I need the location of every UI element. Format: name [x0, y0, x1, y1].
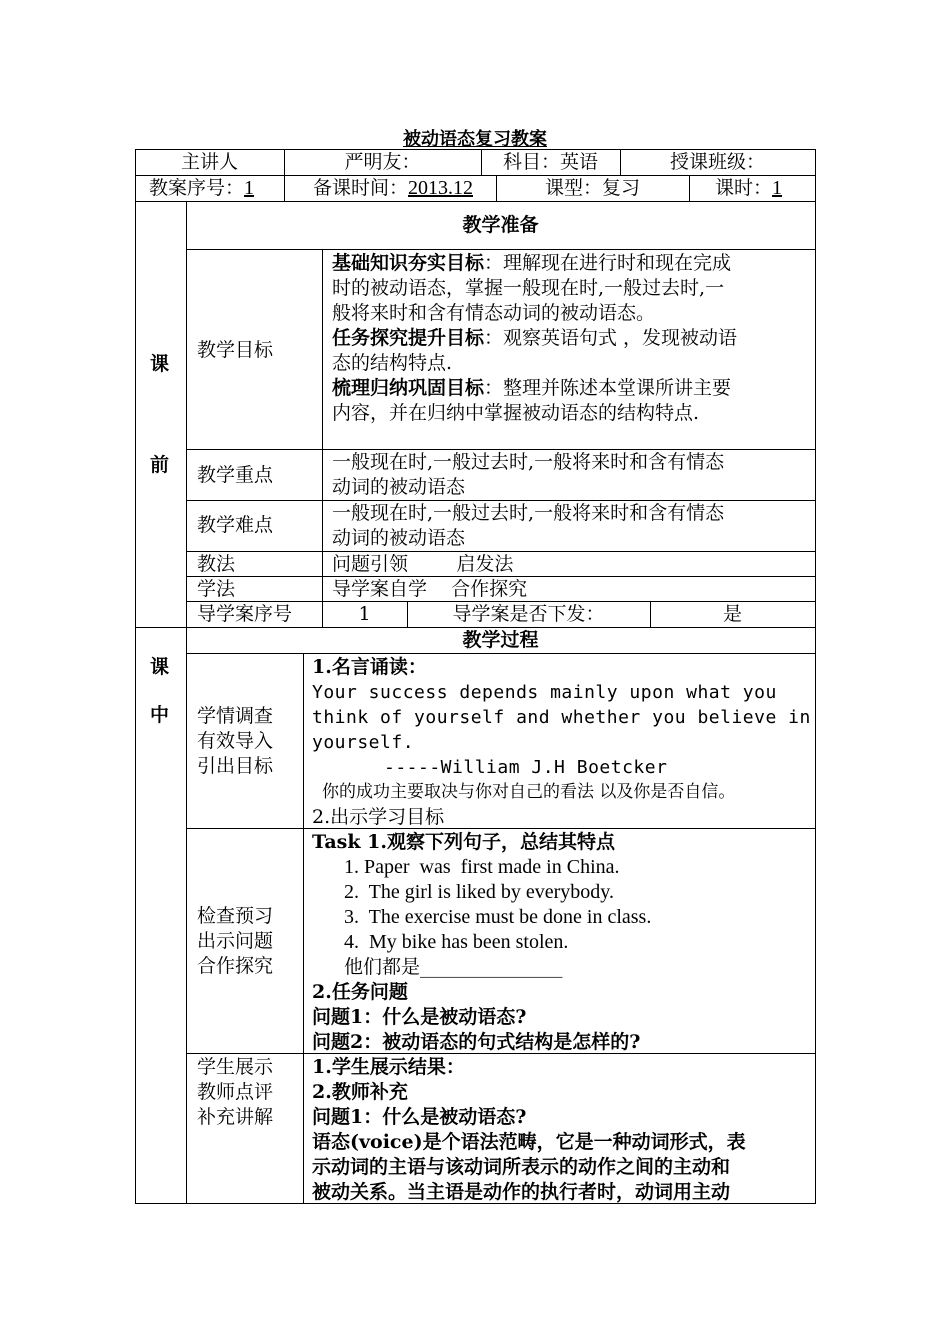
- motto-heading: 1.名言诵读：: [312, 656, 427, 678]
- difficulties-label: 教学难点: [197, 514, 274, 536]
- task-heading: Task 1.观察下列句子，总结其特点: [312, 831, 615, 853]
- row3-label: [197, 1055, 273, 1130]
- pre-class-side-label-2: 前: [150, 454, 170, 476]
- guide-issued-value: 是: [722, 603, 742, 625]
- rule: [186, 653, 816, 654]
- task-questions-heading: 2.任务问题: [312, 981, 408, 1003]
- guide-issued-label: 导学案是否下发：: [452, 603, 605, 625]
- lesson-type: 课型：复习: [544, 177, 640, 199]
- teacher-supplement: 2.教师补充: [312, 1081, 408, 1103]
- rule: [322, 249, 323, 627]
- goal1-line: 时的被动语态，掌握一般现在时,一般过去时,一: [332, 277, 725, 299]
- plan-number: [149, 176, 254, 201]
- key-points-line: 一般现在时,一般过去时,一般将来时和含有情态: [332, 451, 725, 473]
- quote-line: yourself.: [312, 732, 415, 753]
- question-1-repeat: 问题1：什么是被动语态?: [312, 1106, 527, 1128]
- show-goals-item: 2.出示学习目标: [312, 806, 445, 828]
- learning-method-label: 学法: [197, 578, 236, 600]
- rule: [186, 201, 187, 1204]
- row2-label-line: 检查预习: [197, 905, 274, 927]
- goals-content: [332, 251, 737, 426]
- goal2-heading: 任务探究提升目标: [332, 327, 485, 349]
- rule: [303, 653, 304, 1204]
- row3-label-line: 学生展示: [197, 1056, 274, 1078]
- goals-label: 教学目标: [197, 339, 274, 361]
- rule: [689, 175, 690, 201]
- goal1-line: 般将来时和含有情态动词的被动语态。: [332, 302, 656, 324]
- in-class-side-label-1: 课: [150, 656, 170, 678]
- row2-label: [197, 904, 273, 979]
- class-hours-label: 课时：: [715, 177, 773, 199]
- difficulties-line: 一般现在时,一般过去时,一般将来时和含有情态: [332, 502, 725, 524]
- row1-label-line: 引出目标: [197, 755, 274, 777]
- teaching-prep-heading: 教学准备: [462, 214, 539, 236]
- goal1-heading: 基础知识夯实目标: [332, 252, 485, 274]
- goal3-line: ：整理并陈述本堂课所讲主要: [484, 377, 732, 399]
- rule: [815, 149, 816, 1204]
- guide-number-value: 1: [358, 603, 371, 625]
- class-hours-value: 1: [772, 177, 783, 199]
- prep-time: [313, 176, 473, 201]
- row1-content: [312, 655, 811, 830]
- key-points-line: 动词的被动语态: [332, 476, 466, 498]
- guide-number-label: 导学案序号: [197, 603, 293, 625]
- teaching-method-label: 教法: [197, 553, 236, 575]
- row1-label-line: 学情调查: [197, 705, 274, 727]
- question-2: 问题2：被动语态的句式结构是怎样的?: [312, 1031, 641, 1053]
- pre-class-side-label-1: 课: [150, 353, 170, 375]
- rule: [186, 249, 816, 250]
- difficulties-content: [332, 501, 724, 551]
- plan-number-value: 1: [244, 177, 255, 199]
- quote-line: think of yourself and whether you believe in: [312, 707, 811, 728]
- row1-label-line: 有效导入: [197, 730, 274, 752]
- subject: 科目：英语: [502, 151, 598, 173]
- explanation-line: 被动关系。当主语是动作的执行者时，动词用主动: [312, 1181, 731, 1203]
- prep-time-value: 2013.12: [408, 177, 474, 199]
- key-points-label: 教学重点: [197, 464, 274, 486]
- rule: [135, 201, 816, 202]
- teaching-process-heading: 教学过程: [462, 629, 539, 651]
- row3-label-line: 教师点评: [197, 1081, 274, 1103]
- student-results: 1.学生展示结果：: [312, 1056, 465, 1078]
- blank-line: 他们都是_______________: [344, 956, 563, 978]
- row2-label-line: 合作探究: [197, 955, 274, 977]
- explanation-line: 语态(voice)是个语法范畴，它是一种动词形式，表: [312, 1131, 746, 1153]
- explanation-line: 示动词的主语与该动词所表示的动作之间的主动和: [312, 1156, 731, 1178]
- row2-content: [312, 830, 651, 1055]
- presenter-name: 严明友：: [344, 151, 421, 173]
- plan-number-label: 教案序号：: [149, 177, 245, 199]
- question-1: 问题1：什么是被动语态?: [312, 1006, 527, 1028]
- goal1-line: ：理解现在进行时和现在完成: [484, 252, 732, 274]
- example-sentence: 1. Paper was first made in China.: [344, 856, 620, 878]
- class-hours: [715, 176, 782, 201]
- quote-author: -----William J.H Boetcker: [384, 757, 668, 778]
- learning-method-value: 导学案自学 合作探究: [332, 578, 528, 600]
- presenter-label: 主讲人: [180, 151, 238, 173]
- row3-label-line: 补充讲解: [197, 1106, 274, 1128]
- quote-line: Your success depends mainly upon what you: [312, 682, 777, 703]
- class-label: 授课班级：: [669, 151, 765, 173]
- rule: [135, 149, 136, 1204]
- goal3-line: 内容，并在归纳中掌握被动语态的结构特点.: [332, 402, 700, 424]
- row3-content: [312, 1055, 746, 1205]
- example-sentence: 4. My bike has been stolen.: [344, 931, 569, 953]
- goal2-line: ：观察英语句式 ，发现被动语: [484, 327, 738, 349]
- key-points-content: [332, 450, 724, 500]
- goal3-heading: 梳理归纳巩固目标: [332, 377, 485, 399]
- difficulties-line: 动词的被动语态: [332, 527, 466, 549]
- quote-translation: 你的成功主要取决与你对自己的看法 以及你是否自信。: [322, 782, 736, 802]
- in-class-side-label-2: 中: [150, 704, 170, 726]
- teaching-method-value: 问题引领 启发法: [332, 553, 514, 575]
- goal2-line: 态的结构特点.: [332, 352, 453, 374]
- example-sentence: 2. The girl is liked by everybody.: [344, 881, 614, 903]
- document-title: 被动语态复习教案: [403, 129, 547, 149]
- prep-time-label: 备课时间：: [313, 177, 409, 199]
- row2-label-line: 出示问题: [197, 930, 274, 952]
- row1-label: [197, 704, 273, 779]
- example-sentence: 3. The exercise must be done in class.: [344, 906, 652, 928]
